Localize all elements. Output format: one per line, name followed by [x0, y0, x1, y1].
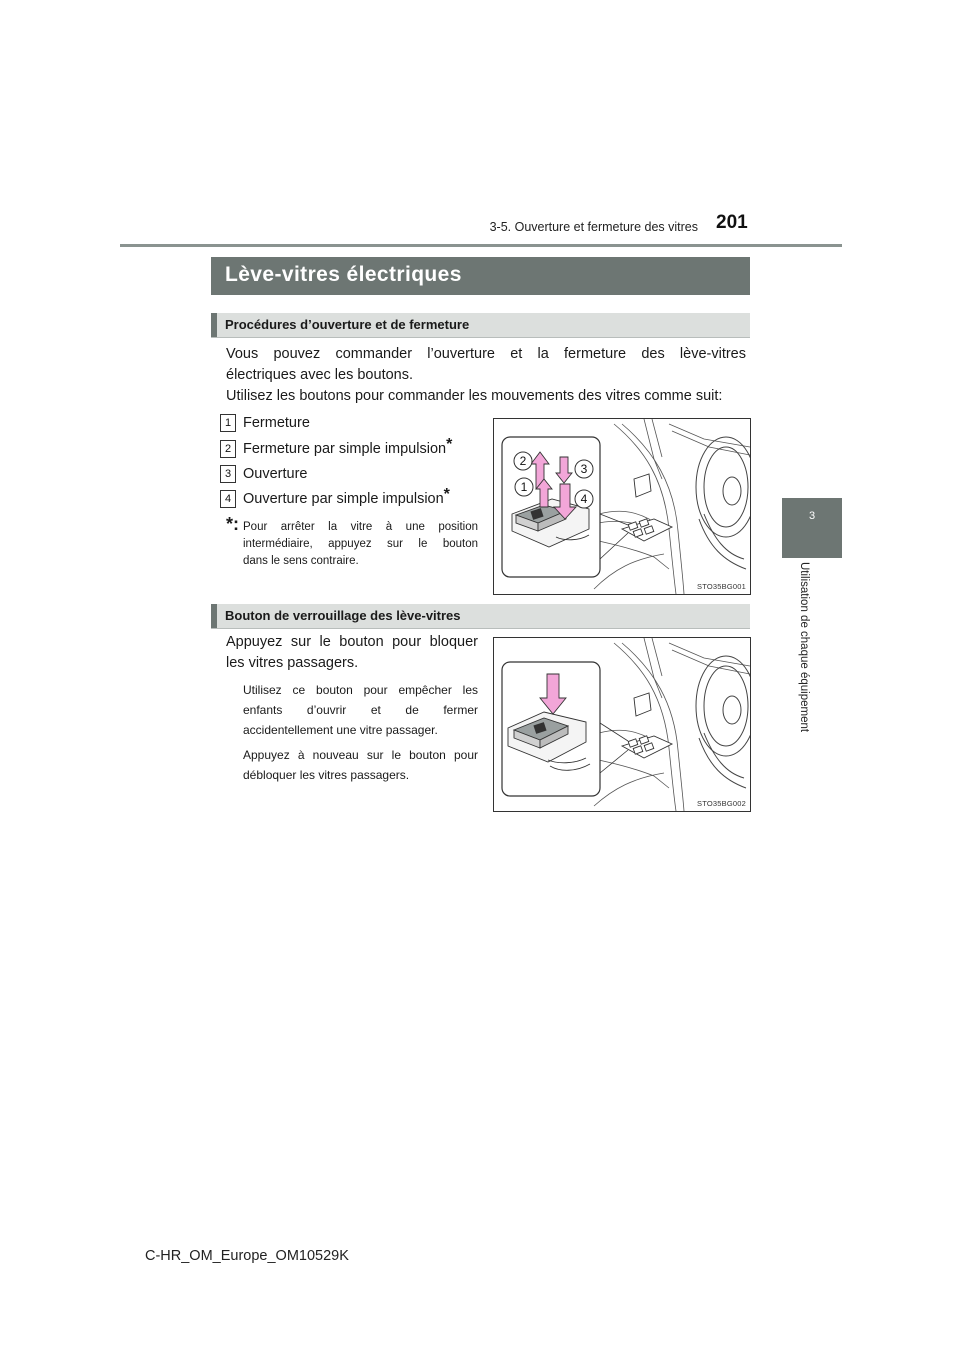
- section-heading-accent: [211, 604, 217, 628]
- item-label-4: Ouverture par simple impulsion*: [243, 486, 450, 507]
- section-heading-bar-1: [211, 313, 750, 338]
- section-heading-1: Procédures d’ouverture et de fermeture: [225, 317, 470, 332]
- figure-window-switches-illustration: [494, 419, 750, 594]
- lock-detail-4: Appuyez à nouveau sur le bouton pour: [243, 748, 478, 762]
- callout-4: 4: [580, 492, 588, 506]
- lock-detail-3: accidentellement une vitre passager.: [243, 723, 438, 737]
- item-label-3: Ouverture: [243, 466, 308, 482]
- chapter-side-label: Utilisation de chaque équipement: [798, 562, 810, 733]
- chapter-tab: [782, 498, 842, 558]
- running-header-section: 3-5. Ouverture et fermeture des vitres: [489, 220, 698, 234]
- item-number-3: 3: [220, 465, 236, 483]
- figure-lock-switch-illustration: [494, 638, 750, 811]
- item-label-2: Fermeture par simple impulsion*: [243, 436, 453, 457]
- note-line-1: Pour arrêter la vitre à une position: [243, 521, 478, 533]
- page-title-bar: [211, 257, 750, 295]
- lock-detail-2: enfants d’ouvrir et de fermer: [243, 703, 478, 717]
- callout-2: 2: [519, 454, 527, 468]
- item-number-1: 1: [220, 414, 236, 432]
- callout-3: 3: [580, 462, 588, 476]
- section-heading-accent: [211, 313, 217, 337]
- lock-line-1: Appuyez sur le bouton pour bloquer: [226, 634, 478, 650]
- page-number: 201: [716, 212, 748, 233]
- lock-line-2: les vitres passagers.: [226, 655, 359, 671]
- header-rule: [120, 244, 842, 247]
- intro-line-2: électriques avec les boutons.: [226, 367, 413, 383]
- section-heading-2: Bouton de verrouillage des lève-vitres: [225, 608, 461, 623]
- intro-line-3: Utilisez les boutons pour commander les mouvements des vitres comme suit:: [226, 388, 723, 404]
- figure-lock-switch: [493, 637, 751, 812]
- figure-code-2: STO35BG002: [697, 799, 746, 808]
- item-label-1: Fermeture: [243, 415, 310, 431]
- chapter-side-label-wrap: [796, 562, 810, 772]
- lock-detail-1: Utilisez ce bouton pour empêcher les: [243, 683, 478, 697]
- lock-detail-5: débloquer les vitres passagers.: [243, 768, 410, 782]
- note-line-3: dans le sens contraire.: [243, 555, 359, 567]
- note-marker: *:: [226, 514, 239, 534]
- intro-line-1: Vous pouvez commander l’ouverture et la fermeture des lève-vitres: [226, 346, 746, 362]
- callout-1: 1: [520, 480, 528, 494]
- figure-code-1: STO35BG001: [697, 582, 746, 591]
- document-code-footer: C-HR_OM_Europe_OM10529K: [145, 1248, 349, 1264]
- item-number-4: 4: [220, 490, 236, 508]
- item-number-2: 2: [220, 440, 236, 458]
- section-heading-bar-2: [211, 604, 750, 629]
- note-line-2: intermédiaire, appuyez sur le bouton: [243, 538, 478, 550]
- chapter-number: 3: [808, 510, 816, 522]
- figure-window-switches: [493, 418, 751, 595]
- page-title: Lève-vitres électriques: [225, 263, 462, 286]
